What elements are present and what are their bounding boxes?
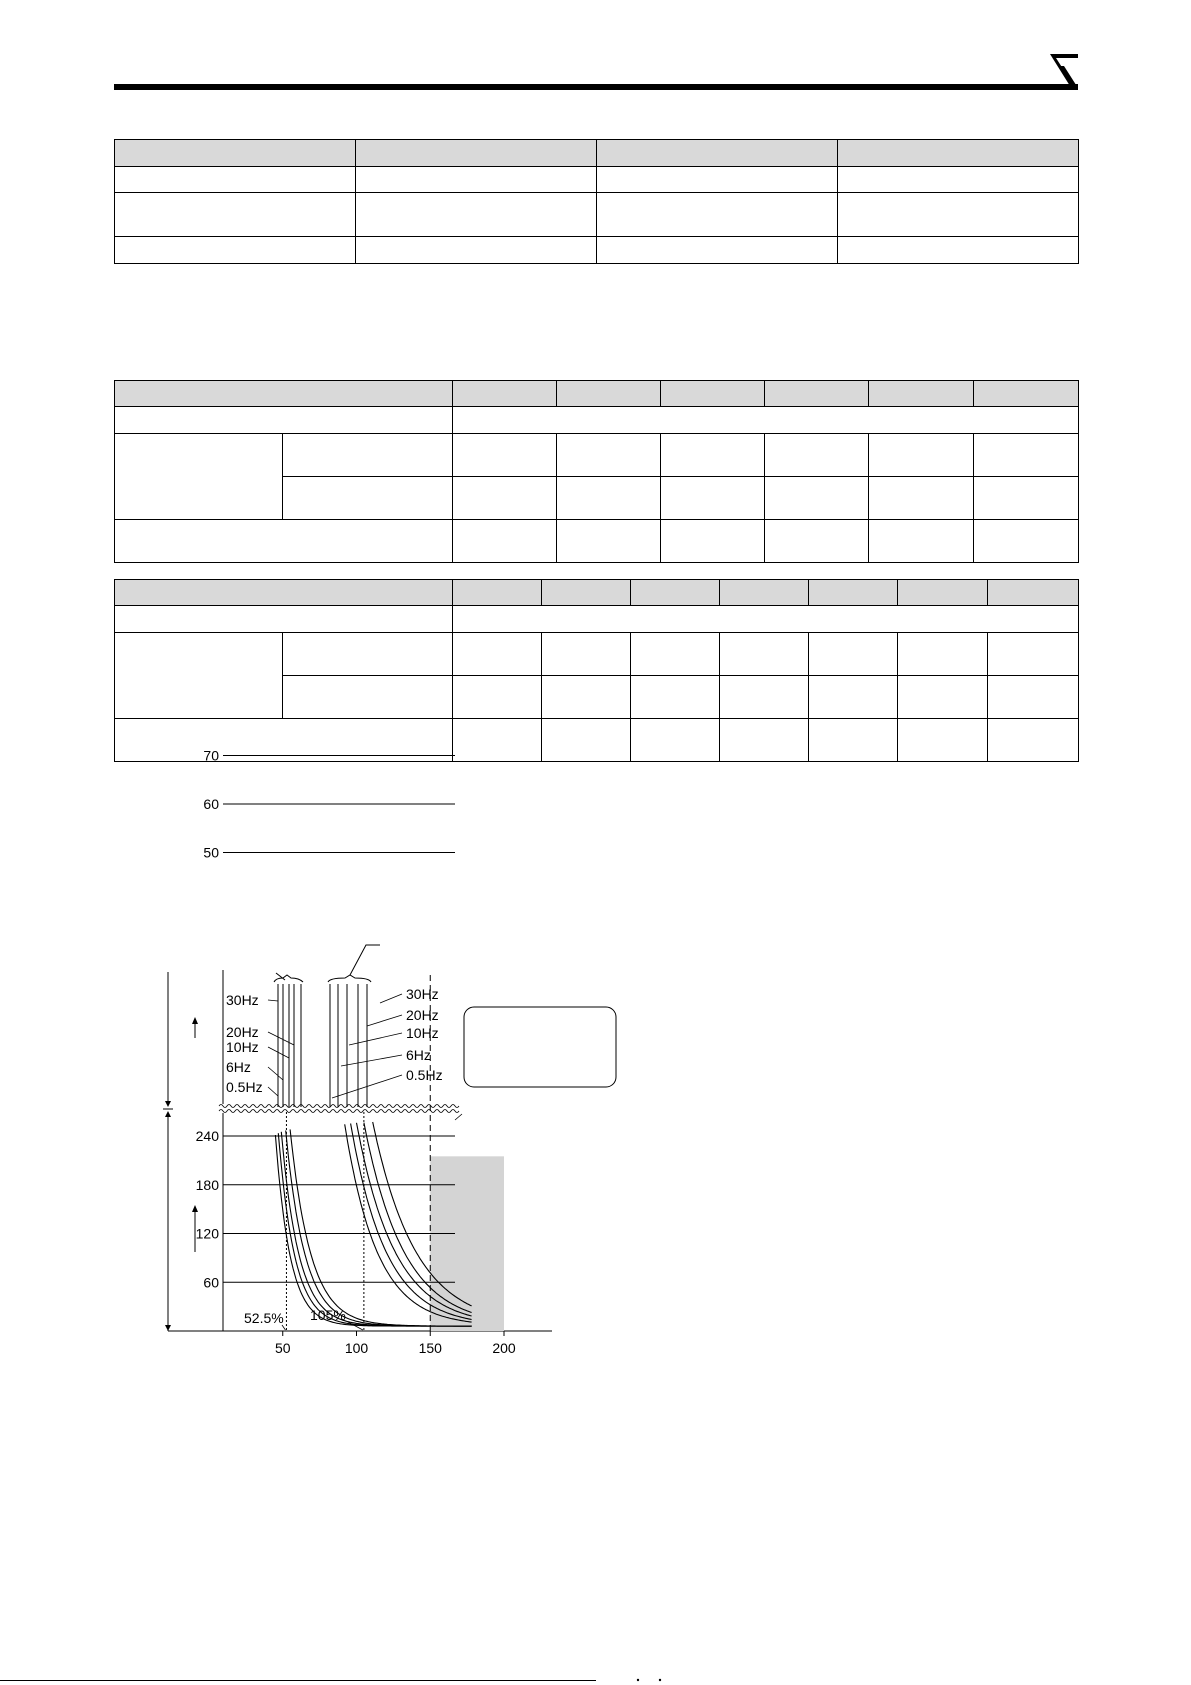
- table-row: [115, 237, 1079, 264]
- arrowhead: [165, 1101, 171, 1107]
- leader-line: [282, 1325, 285, 1330]
- table-header-row: [115, 580, 1079, 606]
- y-tick-label: 240: [195, 1128, 219, 1144]
- curve-label: 20Hz: [406, 1007, 439, 1023]
- spec-table-3: [114, 579, 1079, 762]
- table-row: [115, 407, 1079, 434]
- footer-ornament: [634, 1678, 664, 1682]
- group-brace: [274, 975, 303, 982]
- y-tick-label: 120: [195, 1225, 219, 1242]
- footer-rule: [0, 1680, 596, 1681]
- curve-label: 6Hz: [406, 1047, 431, 1063]
- table-header-row: [115, 381, 1079, 407]
- x-tick-label: 100: [344, 1340, 369, 1356]
- curve-label: 10Hz: [406, 1025, 439, 1041]
- curve-label: 0.5Hz: [406, 1067, 443, 1083]
- table-row: [115, 193, 1079, 237]
- leader-line: [350, 945, 380, 975]
- y-tick-label: 60: [203, 796, 219, 812]
- leader-line: [367, 1015, 402, 1026]
- curve-label: 10Hz: [226, 1039, 259, 1055]
- characteristic-chart: [150, 747, 570, 1356]
- table-row: [115, 167, 1079, 193]
- curve-label: 30Hz: [406, 986, 439, 1002]
- header-rule-accent: [114, 84, 274, 87]
- leader-line: [268, 1087, 278, 1096]
- percent-annotation: 105%: [310, 1307, 346, 1323]
- leader-line: [268, 1032, 294, 1045]
- y-tick-label: 180: [195, 1176, 219, 1193]
- y-tick-label: 50: [203, 844, 219, 861]
- leader-line: [341, 1055, 402, 1066]
- chapter-tab-icon: [1048, 52, 1080, 92]
- arrowhead: [192, 1017, 198, 1024]
- x-tick-label: 200: [492, 1340, 516, 1356]
- curve-label: 30Hz: [226, 992, 259, 1008]
- x-tick-label: 50: [274, 1340, 291, 1356]
- leader-line: [268, 1067, 283, 1080]
- table-row: [115, 434, 1079, 477]
- group-brace: [328, 975, 371, 982]
- table-header-row: [115, 140, 1079, 167]
- curve-label: 0.5Hz: [226, 1079, 263, 1095]
- leader-line: [455, 1114, 462, 1120]
- table-row: [115, 520, 1079, 563]
- y-tick-label: 60: [203, 1274, 219, 1291]
- legend-box: [464, 1007, 616, 1087]
- leader-line: [268, 1000, 278, 1001]
- table-row: [115, 606, 1079, 633]
- leader-line: [380, 994, 402, 1003]
- x-tick-label: 150: [418, 1340, 442, 1356]
- y-tick-label: 70: [203, 747, 219, 764]
- spec-table-2: [114, 380, 1079, 563]
- shaded-region: [430, 1156, 504, 1331]
- curve-label: 20Hz: [226, 1024, 259, 1040]
- curve-label: 6Hz: [226, 1059, 251, 1075]
- arrowhead: [192, 1205, 198, 1212]
- arrowhead: [165, 1325, 171, 1331]
- leader-line: [349, 1033, 402, 1045]
- spec-table-1: [114, 139, 1079, 264]
- arrowhead: [165, 1111, 171, 1117]
- table-row: [115, 633, 1079, 676]
- percent-annotation: 52.5%: [244, 1310, 284, 1326]
